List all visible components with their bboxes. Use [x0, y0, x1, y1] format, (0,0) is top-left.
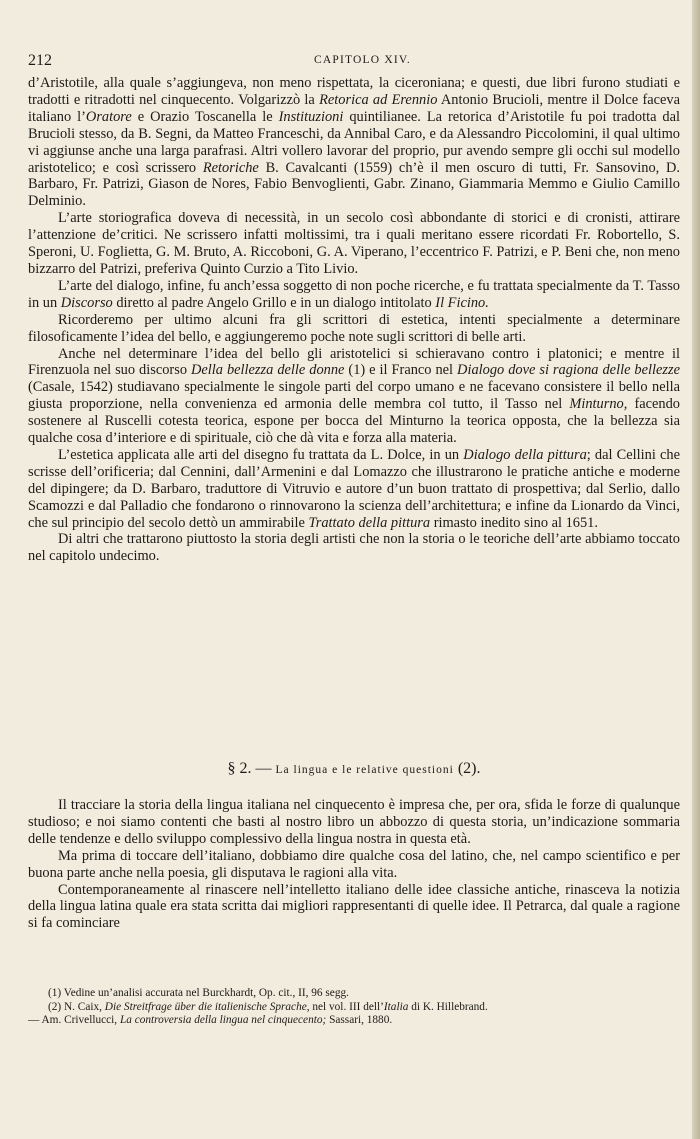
- paragraph-beauty: Anche nel determinare l’idea del bello gli aristotelici si schieravano contro i platonici; e mentre il Firenzuola nel suo discorso Della bellezza delle donne (1) e il Franco nel Dialogo dove si ragiona delle bellezze (Casale, 1542) studiavano specialmente le singole parti del corpo umano e ne facevano consistere il bello nella giusta proporzione, nella convenienza ed armonia delle membra col tutto, il Tasso nel Minturno, facendo sostenere al Ruscelli cotesta teorica, espone per bocca del Minturno la teorica opposta, che la bellezza sia qualche cosa d’interiore e di spirituale, ciò che dà vita e forza alla materia.: [28, 345, 680, 447]
- chapter-heading: CAPITOLO XIV.: [314, 54, 411, 66]
- section-heading: [28, 760, 680, 778]
- paragraph-renaissance-latin: Contemporaneamente al rinascere nell’intelletto italiano delle idee classiche antiche, rinasceva la notizia della lingua latina quale era stata scritta dai migliori rappresentanti di quelle idee. Il Petrarca, dal quale a ragione si fa cominciare: [28, 881, 680, 932]
- paragraph-historiography: L’arte storiografica doveva di necessità, in un secolo così abbondante di storici e di cronisti, attirare l’attenzione de’critici. Ne scrissero infatti moltissimi, tra i quali meritano essere ricordati Fr. Robortello, S. Speroni, U. Foglietta, G. M. Bruto, A. Riccoboni, G. A. Viperano, l’eccentrico F. Patrizi, e P. Beni che, non meno bizzarro del Patrizi, preferiva Quinto Curzio a Tito Livio.: [28, 210, 680, 277]
- section-text-block: [28, 797, 680, 932]
- footnote-2-continued: — Am. Crivellucci, La controversia della lingua nel cinquecento; Sassari, 1880.: [28, 1014, 393, 1026]
- paragraph-language-history: Il tracciare la storia della lingua italiana nel cinquecento è impresa che, per ora, sfida le forze di qualunque studioso; e noi siamo contenti che basti al nostro libro un abbozzo di questa storia, un’indicazione sommaria delle tendenze e dello sviluppo complessivo della lingua nostra in questa età.: [28, 797, 680, 847]
- running-head: [28, 52, 680, 72]
- page-number: 212: [28, 52, 52, 69]
- paragraph-dialogue: L’arte del dialogo, infine, fu anch’essa soggetto di non poche ricerche, e fu trattata specialmente da T. Tasso in un Discorso diretto al padre Angelo Grillo e in un dialogo intitolato Il Ficino.: [28, 277, 680, 311]
- paragraph-rhetoric: d’Aristotile, alla quale s’aggiungeva, non meno rispettata, la ciceroniana; e questi, due libri furono studiati e tradotti e ritradotti nel cinquecento. Volgarizzò la Retorica ad Erennio Antonio Brucioli, mentre il Dolce faceva italiano l’Oratore e Orazio Toscanella le Instituzioni quintilianee. La retorica d’Aristotile fu poi tradotta dal Brucioli stesso, da B. Segni, da Matteo Franceschi, da Annibal Caro, e da Alessandro Piccolomini, il qual ultimo vi aggiunse anche una larga parafrasi. Altri vollero lavorar del proprio, pur avendo sempre gli occhi sul modello aristotelico; e così scrissero Retoriche B. Cavalcanti (1559) ch’è il men oscuro di tutti, Fr. Sansovino, D. Barbaro, Fr. Patrizi, Giason de Nores, Fabio Benvoglienti, Gabr. Zinano, Giammaria Memmo e Giulio Camillo Delminio.: [28, 75, 681, 210]
- paragraph-aesthetics-intro: Ricorderemo per ultimo alcuni fra gli scrittori di estetica, intenti specialmente a determinare filosoficamente l’idea del bello, e aggiungeremo poche note sugli scrittori di belle arti.: [28, 311, 680, 345]
- section-title: La lingua e le relative questioni: [275, 764, 454, 776]
- paragraph-artists: Di altri che trattarono piuttosto la storia degli artisti che non la storia o le teoriche dell’arte abbiamo toccato nel capitolo undecimo.: [28, 531, 680, 565]
- section-number: § 2. —: [227, 760, 276, 777]
- footnote-1: (1) Vedine un’analisi accurata nel Burckhardt, Op. cit., II, 96 segg.: [48, 987, 349, 999]
- footnote-2: (2) N. Caix, Die Streitfrage über die italienische Sprache, nel vol. III dell’Italia di K. Hillebrand.: [48, 1000, 488, 1013]
- page-edge: [692, 0, 700, 1139]
- paragraph-applied-aesthetics: L’estetica applicata alle arti del disegno fu trattata da L. Dolce, in un Dialogo della pittura; dal Cellini che scrisse dell’orificeria; dal Cennini, dall’Armenini e dal Lomazzo che illustrarono le pratiche antiche e moderne del dipingere; da D. Barbaro, traduttore di Vitruvio e autore d’un buon trattato di prospettiva; dal Serlio, dallo Scamozzi e dal Palladio che fondarono o rinnovarono la scienza dell’architettura; e infine da Lionardo da Vinci, che sul principio del secolo dettò un ammirabile Trattato della pittura rimasto inedito sino al 1651.: [28, 446, 680, 531]
- section-footnote-ref: (2).: [453, 760, 481, 777]
- main-text-block: [28, 75, 680, 565]
- paragraph-latin: Ma prima di toccare dell’italiano, dobbiamo dire qualche cosa del latino, che, nel campo scientifico e per buona parte anche nella poesia, gli disputava le ragioni alla vita.: [28, 847, 680, 881]
- footnotes: [28, 987, 680, 1028]
